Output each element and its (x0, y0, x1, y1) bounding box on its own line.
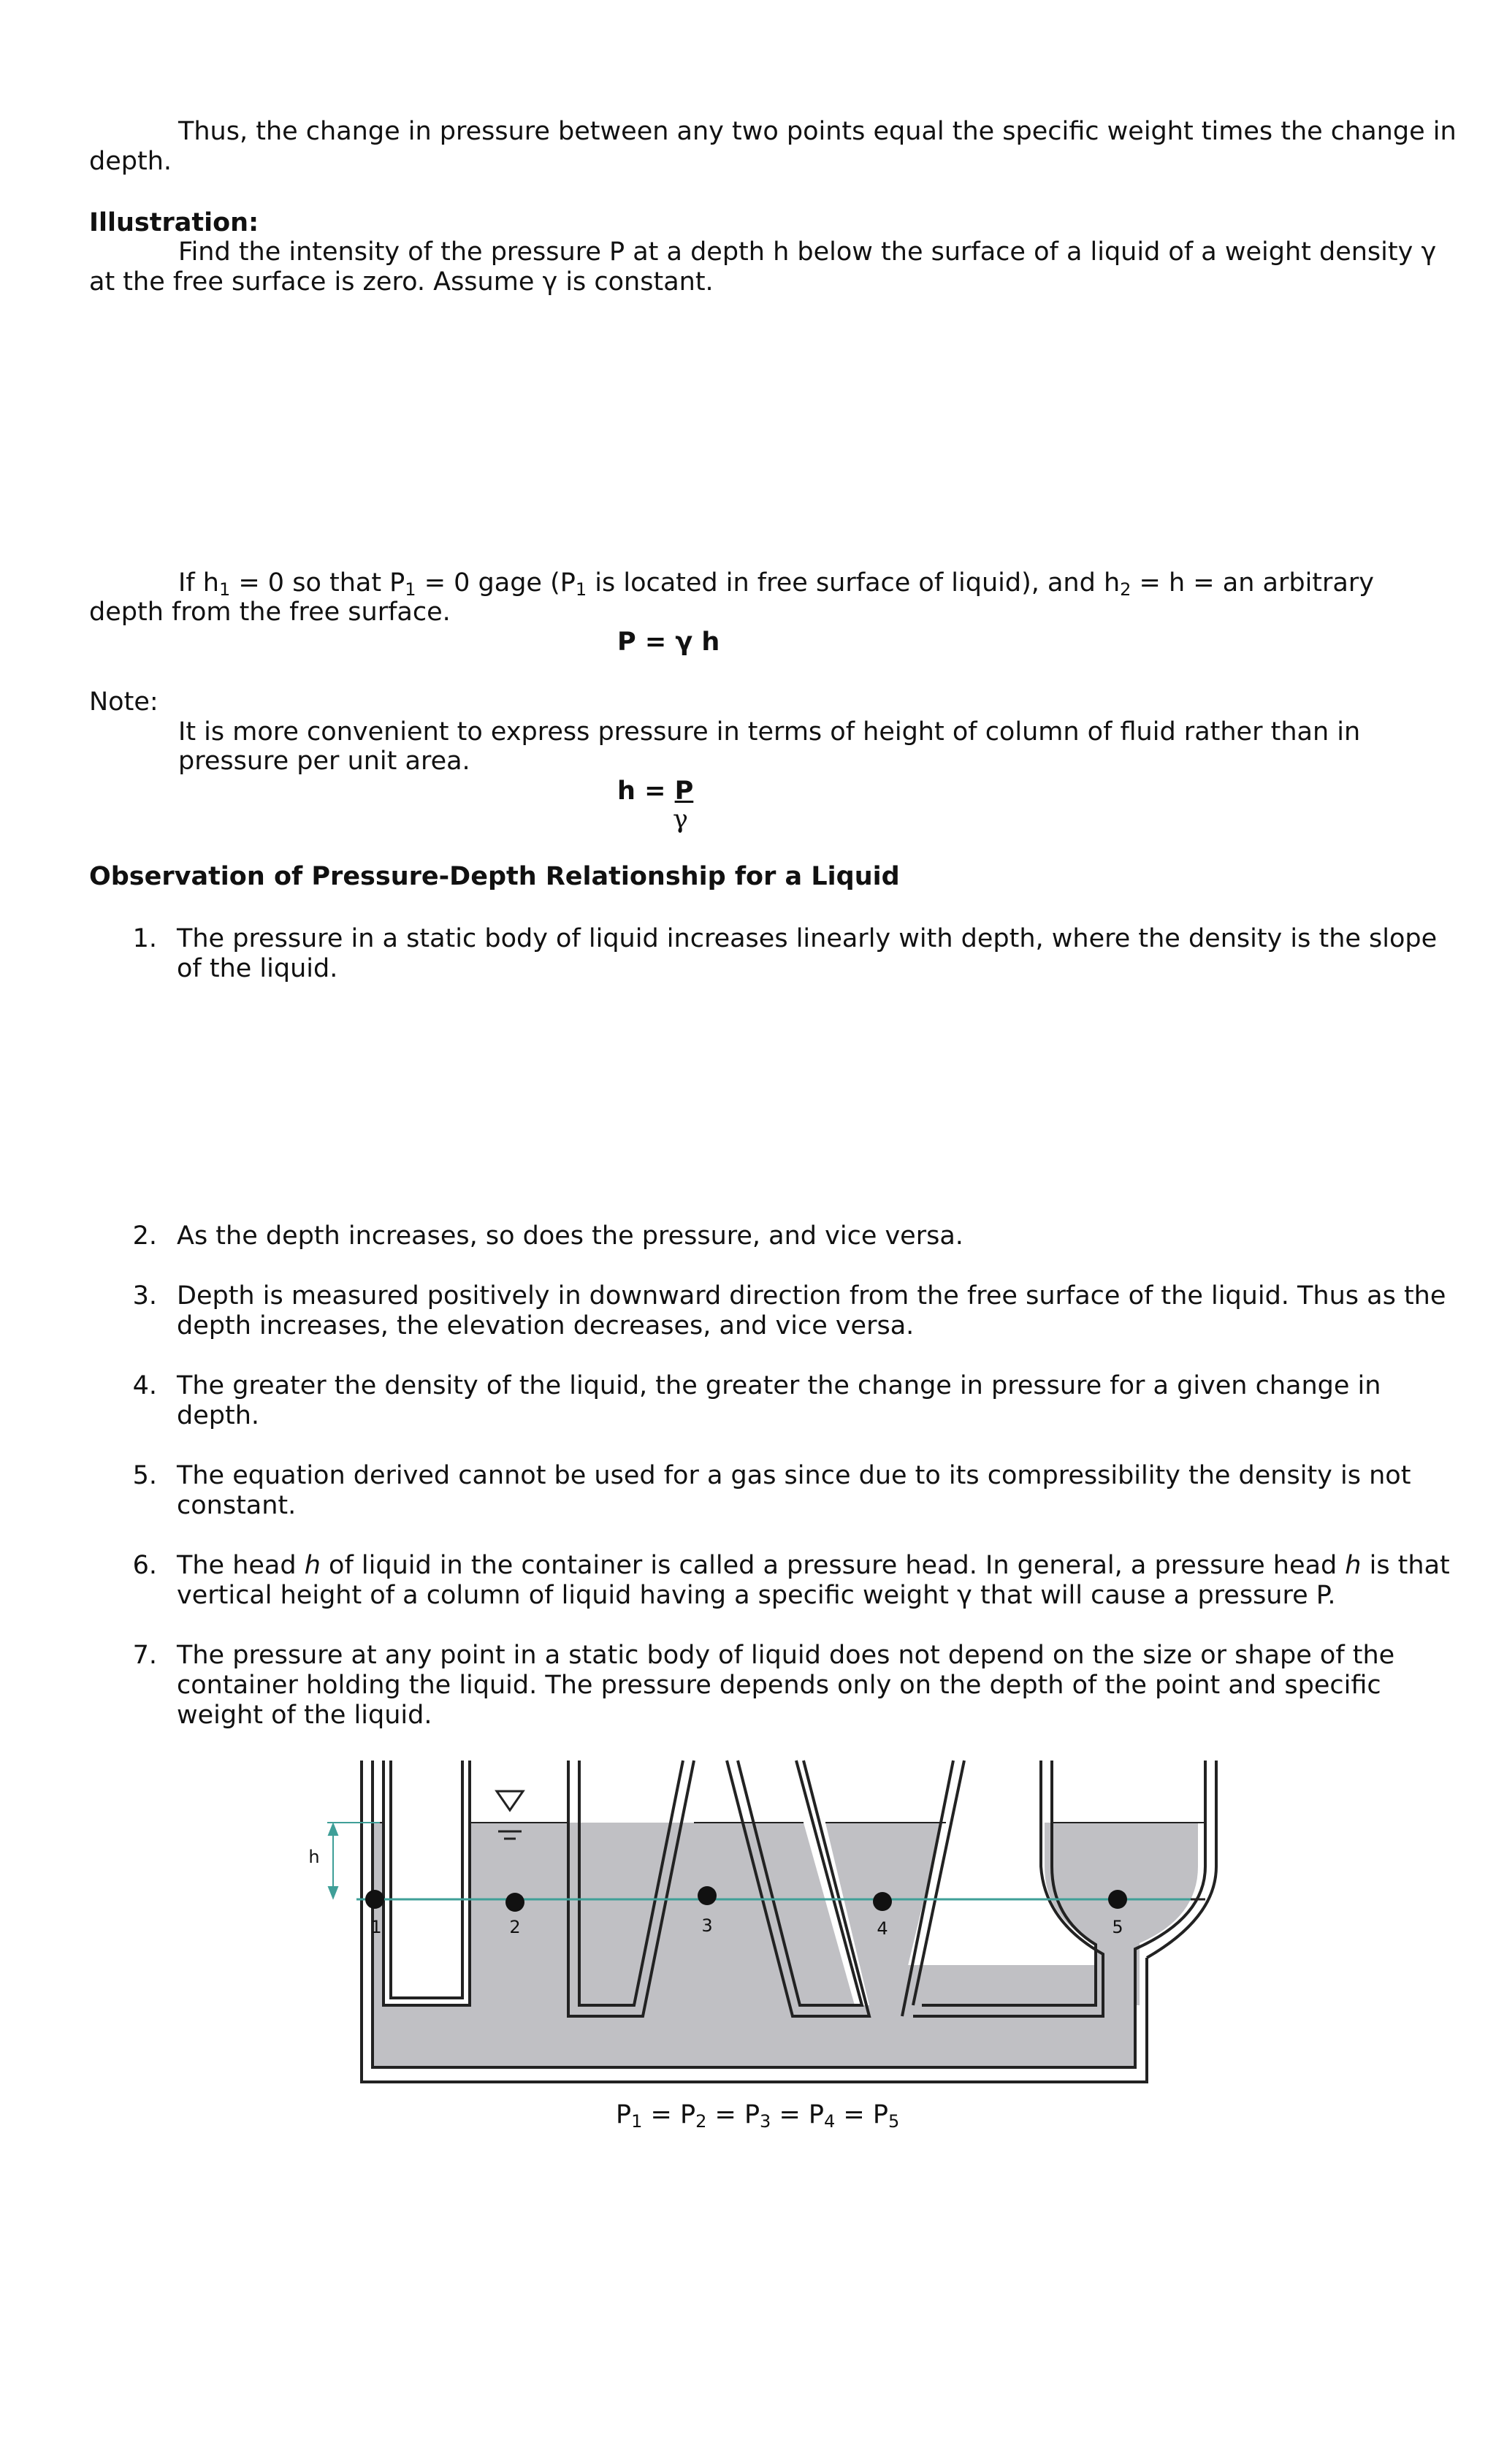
sub-1c: 1 (575, 579, 587, 600)
item-5-line1: The equation derived cannot be used for a gas since due to its compressibility the density is not (177, 1461, 1411, 1490)
cap-p4: P (808, 2100, 825, 2129)
illustration-line2: at the free surface is zero. Assume γ is constant. (89, 267, 714, 297)
equation-head-denominator: γ (673, 805, 688, 834)
cap-p5: P (872, 2100, 888, 2129)
h-label: h (308, 1847, 320, 1867)
para-if-text-d: is located in free surface of liquid), and h (587, 568, 1121, 598)
item-4-number: 4. (132, 1371, 157, 1400)
item-7-line3: weight of the liquid. (177, 1701, 432, 1730)
item-3-number: 3. (132, 1281, 157, 1311)
item-3-line1: Depth is measured positively in downward direction from the free surface of the liquid. Thus as the (177, 1281, 1446, 1311)
point-1 (365, 1890, 384, 1909)
item-7-line1: The pressure at any point in a static body of liquid does not depend on the size or shape of the (177, 1641, 1395, 1670)
note-line1: It is more convenient to express pressure in terms of height of column of fluid rather than in (178, 717, 1361, 747)
cap-s1: 1 (631, 2111, 643, 2132)
point-5 (1108, 1890, 1127, 1909)
para-thus-line2: depth. (89, 147, 172, 176)
para-if-text-a: If h (178, 568, 219, 598)
cap-eq1: = (642, 2100, 680, 2129)
item-1-number: 1. (132, 924, 157, 953)
cap-eq3: = (771, 2100, 809, 2129)
item-6-h: h (304, 1551, 321, 1580)
item-7-number: 7. (132, 1641, 157, 1670)
item-3-line2: depth increases, the elevation decreases, and vice versa. (177, 1311, 915, 1340)
item-6-text-a: The head (177, 1551, 305, 1580)
cap-eq4: = (835, 2100, 873, 2129)
equation-pressure: P = γ h (617, 628, 720, 657)
cap-eq2: = (706, 2100, 744, 2129)
point-label-3: 3 (701, 1915, 713, 1936)
item-4-line2: depth. (177, 1401, 259, 1430)
surface-symbol-icon (497, 1791, 523, 1839)
point-2 (505, 1893, 524, 1912)
sub-1a: 1 (218, 579, 231, 600)
cap-p3: P (744, 2100, 760, 2129)
illustration-line1: Find the intensity of the pressure P at a depth h below the surface of a liquid of a weight density γ (178, 237, 1437, 267)
item-6-text-b: of liquid in the container is called a pressure head. In general, a pressure head (320, 1551, 1346, 1580)
point-label-2: 2 (509, 1917, 521, 1937)
equation-head-lhs: h = (617, 777, 675, 806)
note-line2: pressure per unit area. (178, 747, 470, 776)
item-1-line2: of the liquid. (177, 954, 338, 983)
item-2-line1: As the depth increases, so does the pressure, and vice versa. (177, 1221, 963, 1251)
item-7-line2: container holding the liquid. The pressure depends only on the depth of the point and specific (177, 1671, 1381, 1700)
para-if-text-b: = 0 so that P (230, 568, 405, 598)
point-4 (873, 1892, 892, 1911)
para-thus-line1: Thus, the change in pressure between any two points equal the specific weight times the change in (178, 117, 1457, 146)
item-5-number: 5. (132, 1461, 157, 1490)
item-6-line2: vertical height of a column of liquid having a specific weight γ that will cause a pressure P. (177, 1581, 1336, 1610)
para-if-text-e: = h = an arbitrary (1131, 568, 1374, 598)
item-1-line1: The pressure in a static body of liquid increases linearly with depth, where the density is the slope (177, 924, 1438, 953)
observation-heading: Observation of Pressure-Depth Relationship for a Liquid (89, 862, 900, 891)
sub-2: 2 (1120, 579, 1131, 600)
cap-p2: P (679, 2100, 696, 2129)
cap-s3: 3 (760, 2111, 771, 2132)
figure-caption (616, 2100, 899, 2130)
equation-head-numerator: P (674, 777, 694, 806)
cap-s5: 5 (888, 2111, 900, 2132)
item-5-line2: constant. (177, 1491, 297, 1520)
cap-s2: 2 (695, 2111, 707, 2132)
point-3 (698, 1886, 717, 1905)
item-6-h2: h (1345, 1551, 1362, 1580)
point-label-4: 4 (877, 1918, 888, 1939)
cap-s4: 4 (824, 2111, 836, 2132)
item-6-number: 6. (132, 1551, 157, 1580)
item-2-number: 2. (132, 1221, 157, 1251)
illustration-heading: Illustration: (89, 208, 259, 237)
cap-p1: P (616, 2100, 632, 2129)
point-label-1: 1 (370, 1917, 382, 1937)
para-if-text-c: = 0 gage (P (416, 568, 576, 598)
item-4-line1: The greater the density of the liquid, the greater the change in pressure for a given change in (177, 1371, 1381, 1400)
item-6-text-c: is that (1361, 1551, 1450, 1580)
note-label: Note: (89, 687, 159, 717)
sub-1b: 1 (405, 579, 416, 600)
para-if-line2: depth from the free surface. (89, 598, 451, 627)
point-label-5: 5 (1112, 1917, 1123, 1937)
